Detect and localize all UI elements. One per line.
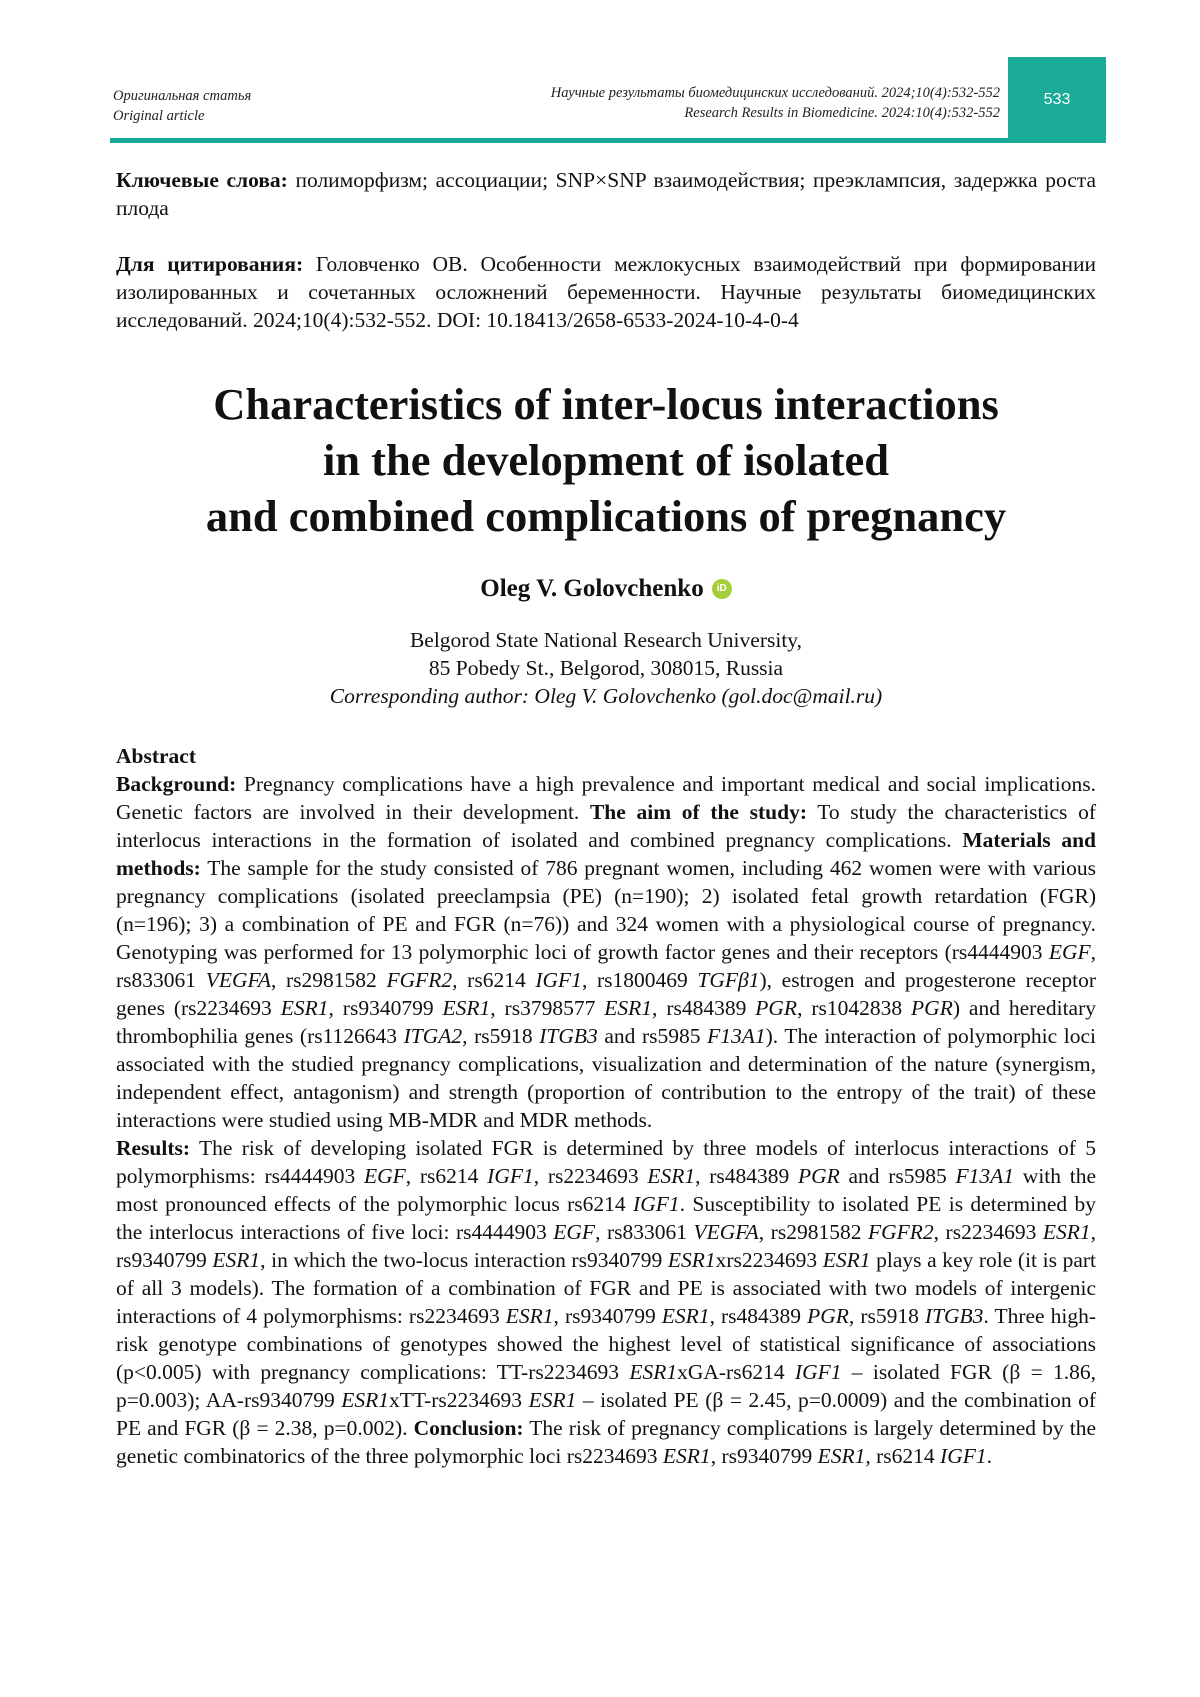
author-name: Oleg V. Golovchenko [480, 575, 704, 602]
orcid-icon[interactable]: iD [712, 579, 732, 599]
article-title [116, 376, 1096, 544]
conclusion-label: Conclusion: [413, 1416, 524, 1440]
methods-label: Materials and methods: [116, 828, 1096, 880]
citation-label: Для цитирования: [116, 252, 304, 276]
article-type [113, 86, 251, 126]
affiliation-line-2: 85 Pobedy St., Belgorod, 308015, Russia [428, 656, 784, 680]
author [116, 574, 1096, 604]
affiliation [116, 626, 1096, 710]
title-line-1: Characteristics of inter-locus interactions [213, 379, 999, 429]
keywords [116, 166, 1096, 222]
results-label: Results: [116, 1136, 191, 1160]
header-rule [110, 138, 1106, 143]
journal-citation [551, 83, 1000, 123]
journal-citation-ru: Научные результаты биомедицинских исследований. 2024;10(4):532-552 [550, 85, 1000, 101]
abstract-text: Background: Pregnancy complications have a high prevalence and important medical and social implications. Genetic factors are involved in their development. The aim of the study: To study the characteristics of interlocus interactions in the formation of isolated and combined pregnancy complications. Materials and methods: The sample for the study consisted of 786 pregnant women, including 462 women were with various pregnancy complications (isolated preeclampsia (PE) (n=190); 2) isolated fetal growth retardation (FGR) (n=196); 3) a combination of PE and FGR (n=76)) and 324 women with a physiological course of pregnancy. Genotyping was performed for 13 polymorphic loci of growth factor genes and their receptors (rs4444903 EGF, rs833061 VEGFA, rs2981582 FGFR2, rs6214 IGF1, rs1800469 TGFβ1), estrogen and progesterone receptor genes (rs2234693 ESR1, rs9340799 ESR1, rs3798577 ESR1, rs484389 PGR, rs1042838 PGR) and hereditary thrombophilia genes (rs1126643 ITGA2, rs5918 ITGB3 and rs5985 F13A1). The interaction of polymorphic loci associated with the studied pregnancy complications, visualization and determination of the nature (synergism, independent effect, antagonism) and strength (proportion of contribution to the entropy of the trait) of these interactions were studied using MB-MDR and MDR methods. Results: The risk of developing isolated FGR is determined by three models of interlocus interactions of 5 polymorphisms: rs4444903 EGF, rs6214 IGF1, rs2234693 ESR1, rs484389 PGR and rs5985 F13A1 with the most pronounced effects of the polymorphic locus rs6214 IGF1. Susceptibility to isolated PE is determined by the interlocus interactions of five loci: rs4444903 EGF, rs833061 VEGFA, rs2981582 FGFR2, rs2234693 ESR1, rs9340799 ESR1, in which the two-locus interaction rs9340799 ESR1xrs2234693 ESR1 plays a key role (it is part of all 3 models). The formation of a combination of FGR and PE is associated with two models of intergenic interactions of 4 polymorphisms: rs2234693 ESR1, rs9340799 ESR1, rs484389 PGR, rs5918 ITGB3. Three high-risk genotype combinations of genotypes showed the highest level of statistical significance of associations (p<0.005) with pregnancy complications: TT-rs2234693 ESR1xGA-rs6214 IGF1 – isolated FGR (β = 1.86, p=0.003); AA-rs9340799 ESR1xTT-rs2234693 ESR1 – isolated PE (β = 2.45, p=0.0009) and the combination of PE and FGR (β = 2.38, p=0.002). Conclusion: The risk of pregnancy complications is largely determined by the genetic combinatorics of the three polymorphic loci rs2234693 ESR1, rs9340799 ESR1, rs6214 IGF1. [116, 772, 1097, 1468]
title-line-2: in the development of isolated [322, 435, 890, 485]
article-type-ru: Оригинальная статья [113, 88, 252, 104]
citation [116, 250, 1096, 334]
citation-text: Головченко ОВ. Особенности межлокусных взаимодействий при формировании изолированных и сочетанных осложнений беременности. Научные результаты биомедицинских исследований. 2024;10(4):532-552. DOI: 10.18413/2658-6533-2024-10-4-0-4 [116, 252, 1097, 332]
affiliation-line-1: Belgorod State National Research University, [409, 628, 803, 652]
corresponding-author: Corresponding author: Oleg V. Golovchenko (gol.doc@mail.ru) [329, 684, 883, 708]
aim-label: The aim of the study: [589, 800, 807, 824]
keywords-label: Ключевые слова: [116, 168, 288, 192]
background-label: Background: [116, 772, 237, 796]
journal-citation-en: Research Results in Biomedicine. 2024:10(4):532-552 [684, 105, 1000, 121]
article-body [116, 166, 1096, 1470]
title-line-3: and combined complications of pregnancy [205, 491, 1007, 541]
page-number: 533 [1008, 57, 1106, 142]
keywords-text: полиморфизм; ассоциации; SNP×SNP взаимодействия; преэклампсия, задержка роста плода [116, 168, 1096, 220]
abstract-heading: Abstract [116, 744, 197, 768]
article-type-en: Original article [113, 108, 205, 124]
